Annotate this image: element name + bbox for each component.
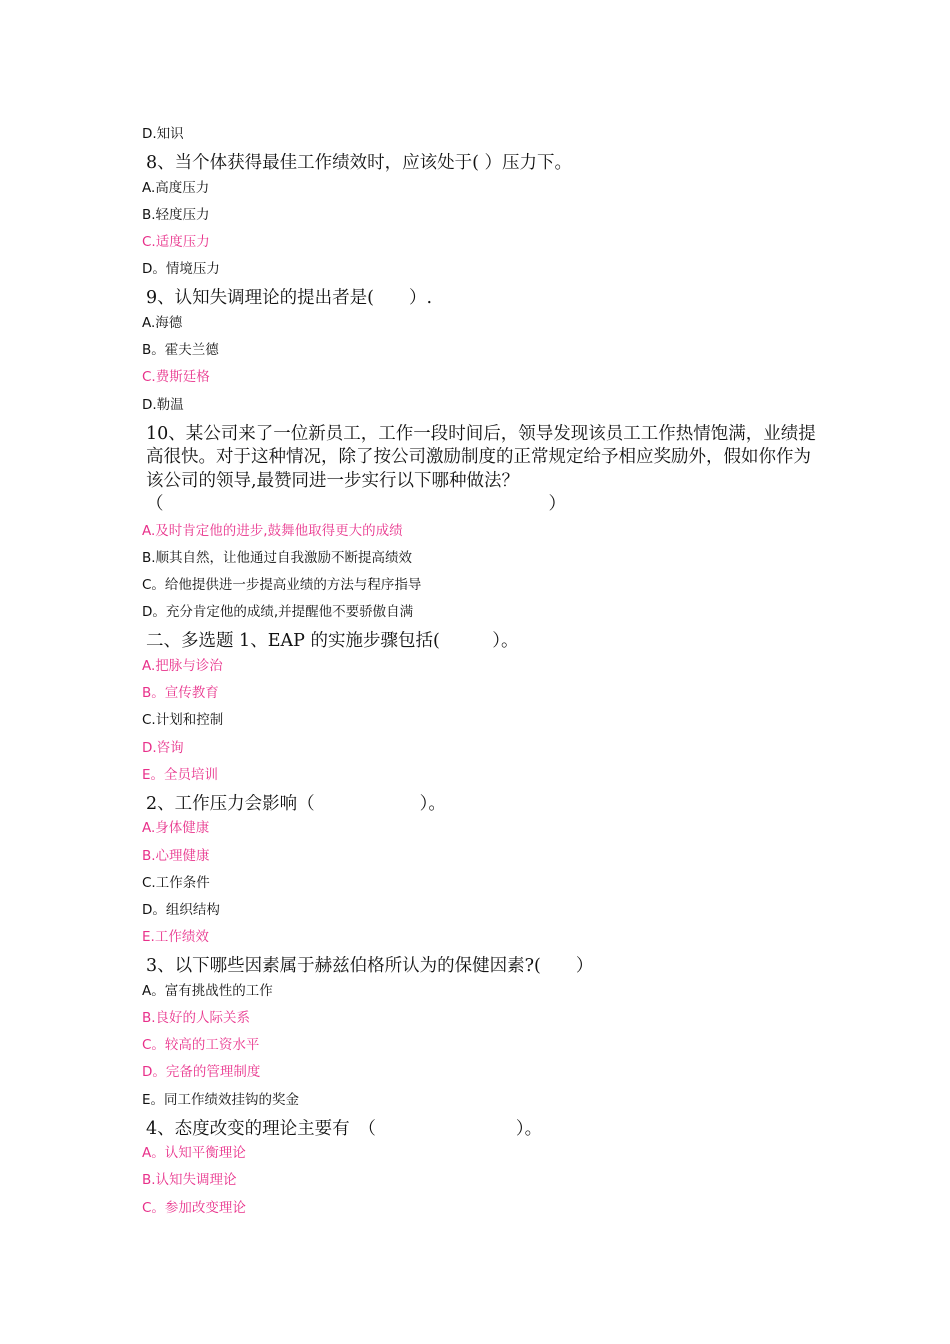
answer-option: E。同工作绩效挂钩的奖金: [142, 1091, 300, 1108]
answer-option-correct: B。宣传教育: [142, 685, 219, 702]
question-text: 9、认知失调理论的提出者是( ）.: [146, 288, 433, 309]
answer-option-correct: A。认知平衡理论: [142, 1145, 246, 1162]
question-text: 10、某公司来了一位新员工，工作一段时间后，领导发现该员工工作热情饱满，业绩提高很快。对于这种情况，除了按公司激励制度的正常规定给予相应奖励外，假如你作为该公司的领导,最赞同进一步实行以下哪种做法？（ ）: [146, 423, 816, 515]
answer-option-correct: A.身体健康: [142, 820, 210, 837]
answer-option-correct: B.认知失调理论: [142, 1172, 237, 1189]
answer-option-correct: C.费斯廷格: [142, 369, 210, 386]
answer-option-correct: D.咨询: [142, 739, 184, 756]
answer-option: D.勒温: [142, 396, 184, 413]
answer-option-correct: E。全员培训: [142, 766, 219, 783]
answer-option: C.计划和控制: [142, 712, 224, 729]
question-text: 8、当个体获得最佳工作绩效时，应该处于( ）压力下。: [146, 153, 573, 174]
answer-option-correct: C。参加改变理论: [142, 1199, 246, 1216]
answer-option: D.知识: [142, 126, 184, 142]
answer-option: C。给他提供进一步提高业绩的方法与程序指导: [142, 577, 422, 594]
question-list: [142, 125, 822, 1226]
question-text: 4、态度改变的理论主要有 （ ）。: [146, 1118, 543, 1139]
answer-option: B.轻度压力: [142, 206, 210, 223]
answer-option: A.海德: [142, 314, 183, 331]
question-text: 2、工作压力会影响（ ）。: [146, 793, 446, 814]
question-text: 二、多选题 1、EAP 的实施步骤包括( ）。: [146, 631, 519, 652]
answer-option: B。霍夫兰德: [142, 342, 219, 359]
answer-option-correct: A.及时肯定他的进步,鼓舞他取得更大的成绩: [142, 522, 403, 539]
answer-option-correct: D。完备的管理制度: [142, 1064, 261, 1081]
answer-option: D。充分肯定他的成绩,并提醒他不要骄傲自满: [142, 604, 414, 621]
answer-option-correct: B.心理健康: [142, 847, 210, 864]
answer-option-correct: B.良好的人际关系: [142, 1010, 251, 1026]
answer-option: C.工作条件: [142, 874, 210, 891]
answer-option-correct: C.适度压力: [142, 234, 210, 251]
question-text: 3、以下哪些因素属于赫兹伯格所认为的保健因素?( ）: [146, 956, 594, 977]
answer-option: A。富有挑战性的工作: [142, 982, 273, 999]
answer-option: D。情境压力: [142, 261, 220, 278]
answer-option-correct: E.工作绩效: [142, 929, 209, 946]
answer-option-correct: A.把脉与诊治: [142, 657, 223, 674]
answer-option: D。组织结构: [142, 901, 220, 918]
answer-option: B.顺其自然，让他通过自我激励不断提高绩效: [142, 549, 413, 566]
answer-option-correct: C。较高的工资水平: [142, 1037, 260, 1054]
answer-option: A.高度压力: [142, 179, 210, 196]
